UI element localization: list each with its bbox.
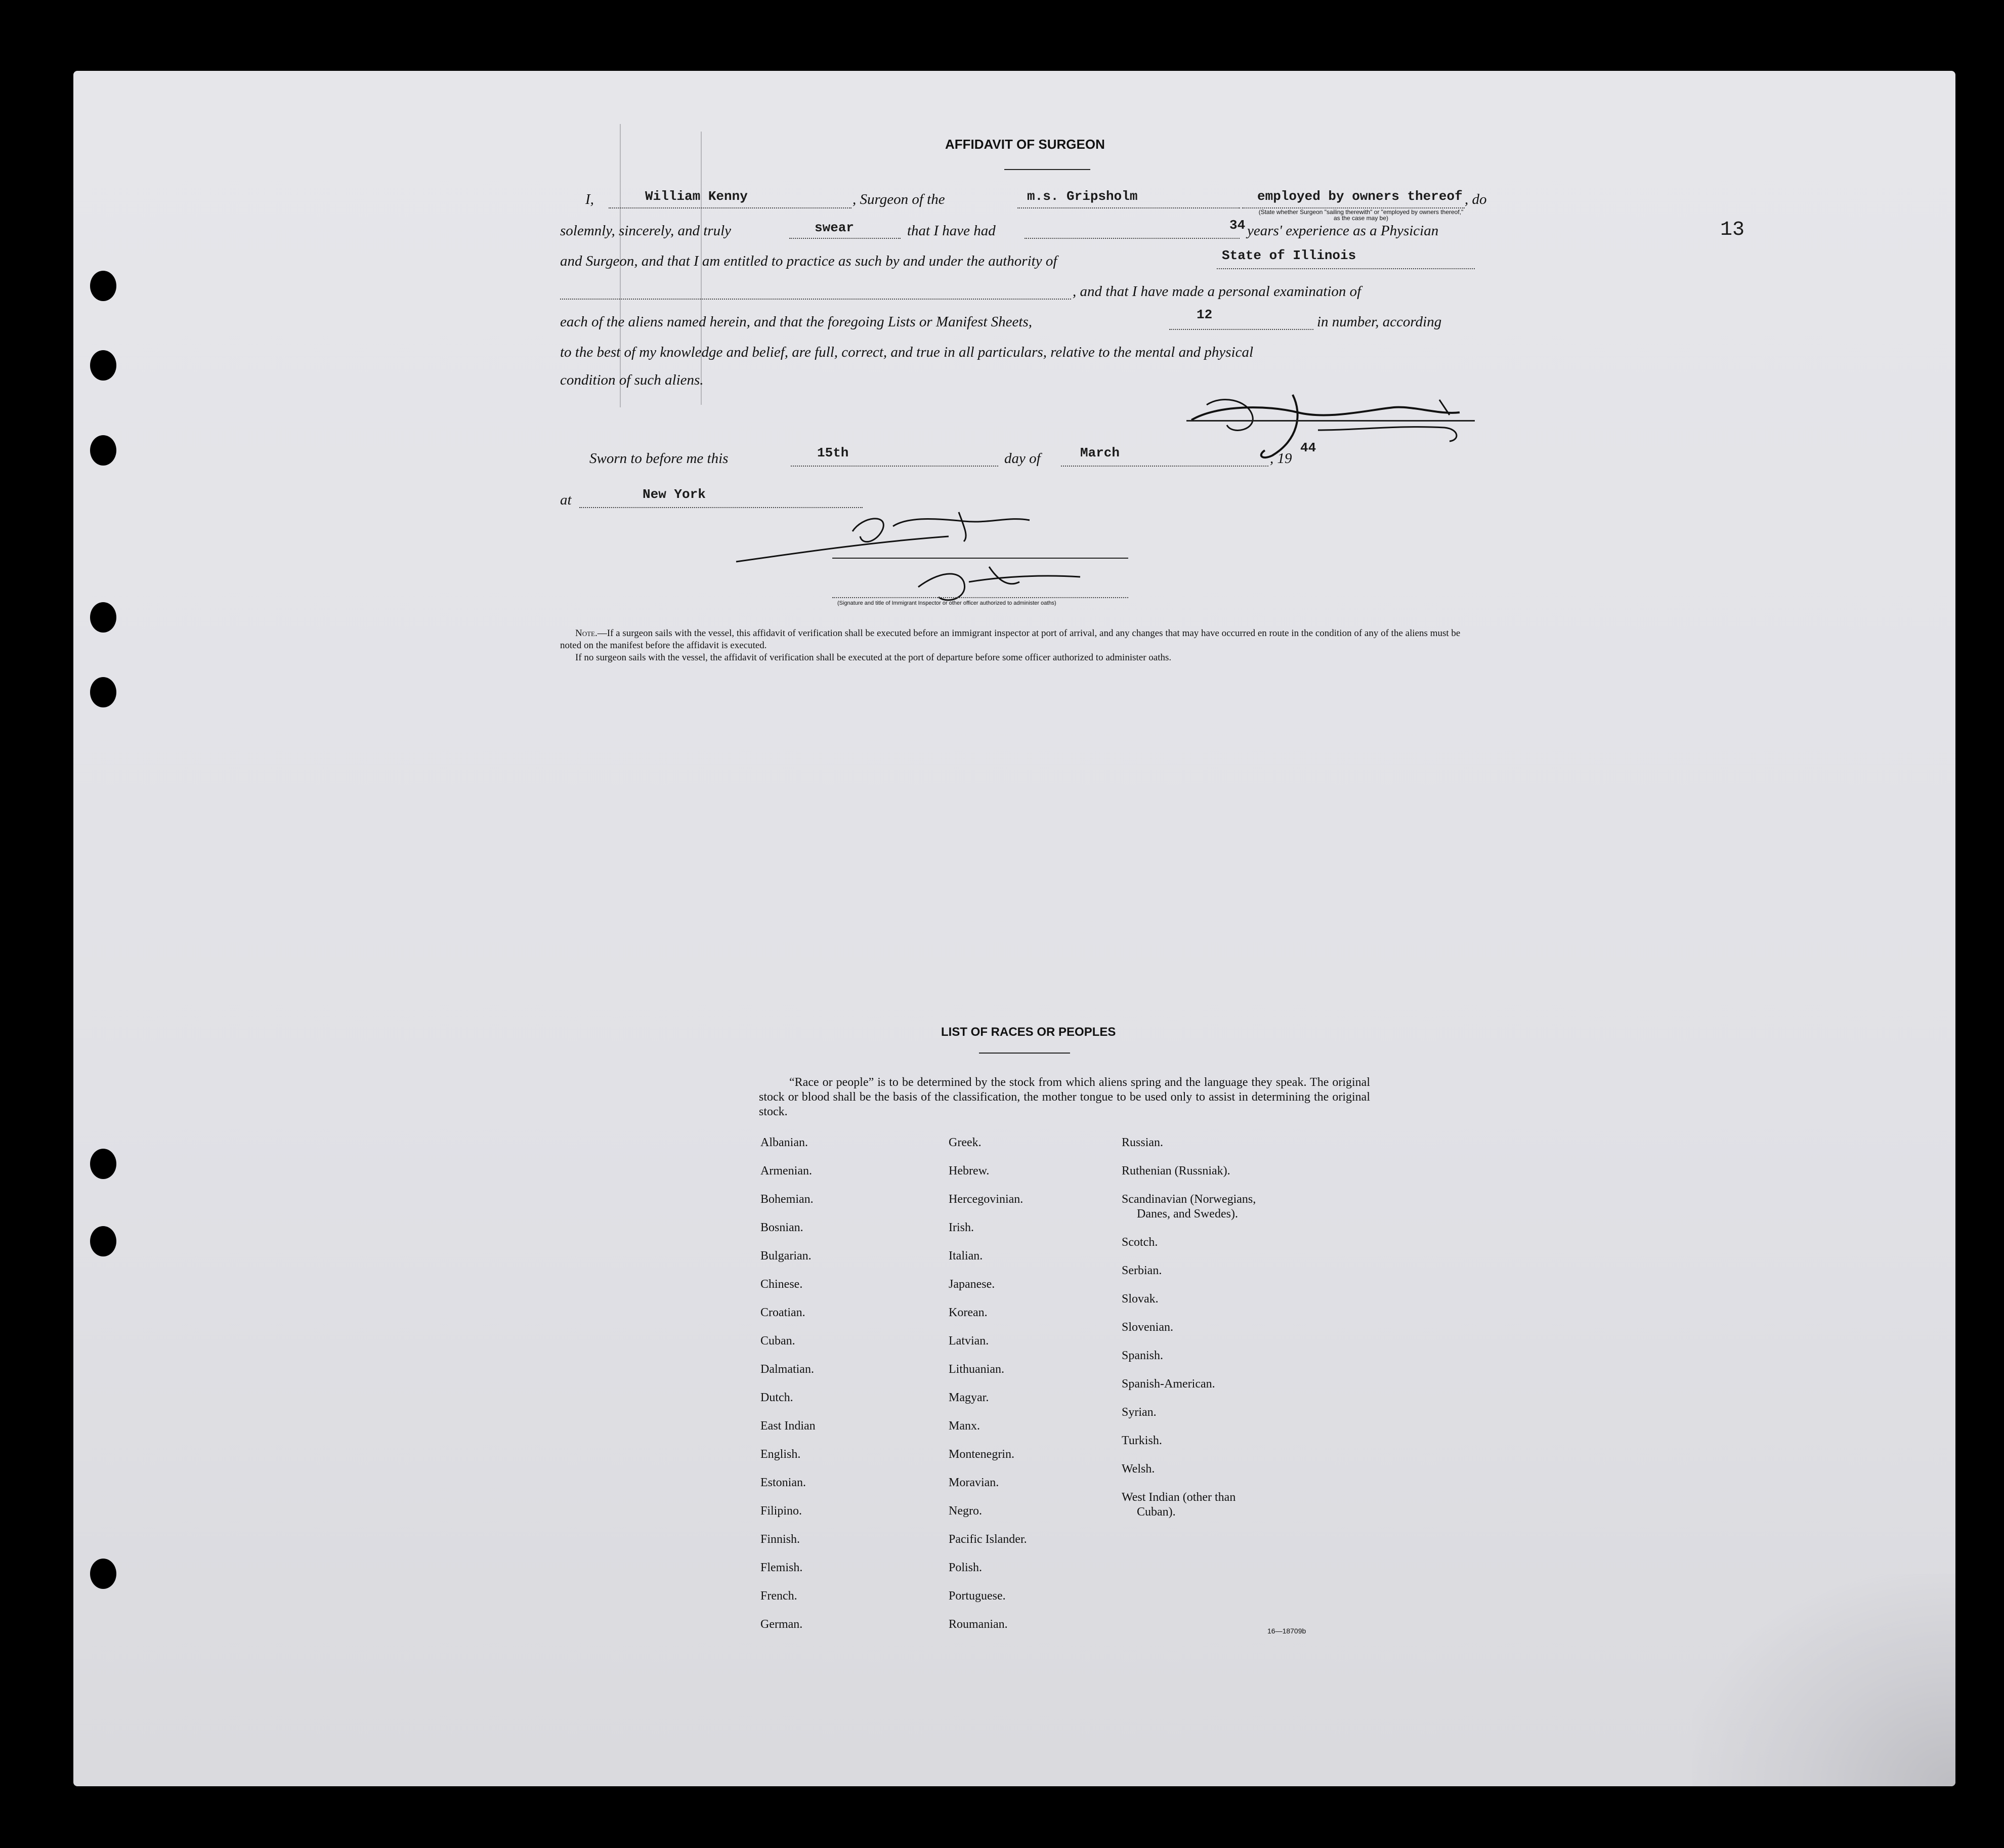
race-item: Bosnian. bbox=[760, 1221, 803, 1234]
races-title: LIST OF RACES OR PEOPLES bbox=[941, 1025, 1116, 1039]
form-number: 16—18709b bbox=[1267, 1627, 1306, 1635]
text-personal-exam: , and that I have made a personal examination of bbox=[1073, 283, 1361, 300]
punch-hole bbox=[90, 1226, 116, 1256]
race-item: Bohemian. bbox=[760, 1193, 814, 1206]
race-item: Hebrew. bbox=[949, 1164, 990, 1178]
text-at: at bbox=[560, 492, 572, 508]
race-item: Chinese. bbox=[760, 1278, 803, 1291]
race-item: Irish. bbox=[949, 1221, 974, 1234]
race-item: Japanese. bbox=[949, 1278, 995, 1291]
sheets-line bbox=[1169, 329, 1313, 330]
race-item: Serbian. bbox=[1122, 1264, 1162, 1277]
race-item: Slovak. bbox=[1122, 1292, 1159, 1306]
race-item: Syrian. bbox=[1122, 1406, 1157, 1419]
race-item: Bulgarian. bbox=[760, 1249, 812, 1263]
race-item: Spanish. bbox=[1122, 1349, 1164, 1362]
race-item: Finnish. bbox=[760, 1533, 800, 1546]
punch-hole bbox=[90, 271, 116, 301]
race-item: Russian. bbox=[1122, 1136, 1164, 1149]
race-item: Hercegovinian. bbox=[949, 1193, 1024, 1206]
race-item: Scotch. bbox=[1122, 1236, 1158, 1249]
text-nineteen: , 19 bbox=[1270, 450, 1292, 467]
employment-status: employed by owners thereof bbox=[1257, 189, 1463, 204]
race-item: Filipino. bbox=[760, 1504, 802, 1518]
race-item: Dalmatian. bbox=[760, 1363, 814, 1376]
race-item: Cuban). bbox=[1137, 1505, 1176, 1519]
punch-hole bbox=[90, 1149, 116, 1179]
text-condition: condition of such aliens. bbox=[560, 372, 704, 388]
race-item: Greek. bbox=[949, 1136, 982, 1149]
race-item: Flemish. bbox=[760, 1561, 803, 1574]
text-in-number: in number, according bbox=[1317, 314, 1442, 330]
race-item: Magyar. bbox=[949, 1391, 989, 1404]
text-sworn: Sworn to before me this bbox=[589, 450, 729, 467]
text-that-had: that I have had bbox=[907, 223, 996, 239]
race-item: Albanian. bbox=[760, 1136, 808, 1149]
text-best-knowledge: to the best of my knowledge and belief, are full, correct, and true in all particulars, relative to the mental and physical bbox=[560, 344, 1254, 360]
authority-value: State of Illinois bbox=[1222, 248, 1356, 263]
race-item: Turkish. bbox=[1122, 1434, 1162, 1447]
race-item: Italian. bbox=[949, 1249, 983, 1263]
inspector-signature-line-2 bbox=[832, 597, 1128, 598]
races-intro: “Race or people” is to be determined by the stock from which aliens spring and the language they speak. The original stock or blood shall be the basis of the classification, the mother tongue to be used only to assist in determining the original stock. bbox=[759, 1076, 1370, 1118]
title-underline bbox=[1004, 169, 1090, 170]
text-solemnly: solemnly, sincerely, and truly bbox=[560, 223, 732, 239]
sworn-month: March bbox=[1080, 445, 1120, 460]
race-item: Roumanian. bbox=[949, 1618, 1008, 1631]
sworn-year: 44 bbox=[1300, 440, 1316, 455]
employment-hint: (State whether Surgeon "sailing therewith" or "employed by owners thereof," as the case may be) bbox=[1258, 208, 1464, 222]
race-item: Dutch. bbox=[760, 1391, 793, 1404]
punch-hole bbox=[90, 350, 116, 381]
race-item: Portuguese. bbox=[949, 1589, 1006, 1603]
race-item: Cuban. bbox=[760, 1334, 795, 1348]
punch-hole bbox=[90, 602, 116, 633]
race-item: Spanish-American. bbox=[1122, 1377, 1215, 1391]
ship-name: m.s. Gripsholm bbox=[1027, 189, 1138, 204]
affidavit-title: AFFIDAVIT OF SURGEON bbox=[945, 137, 1105, 152]
race-item: Ruthenian (Russniak). bbox=[1122, 1164, 1230, 1178]
surgeon-signature bbox=[1176, 385, 1480, 476]
inspector-signature bbox=[726, 506, 1111, 612]
text-day-of: day of bbox=[1004, 450, 1041, 467]
years-value: 34 bbox=[1229, 218, 1246, 233]
race-item: Slovenian. bbox=[1122, 1321, 1173, 1334]
punch-hole bbox=[90, 677, 116, 707]
text-each-alien: each of the aliens named herein, and that the foregoing Lists or Manifest Sheets, bbox=[560, 314, 1032, 330]
race-item: Croatian. bbox=[760, 1306, 805, 1319]
races-title-underline bbox=[979, 1053, 1070, 1054]
affidavit-note-2: If no surgeon sails with the vessel, the affidavit of verification shall be executed at the port of departure before some officer authorized to administer oaths. bbox=[575, 652, 1172, 663]
sworn-month-line bbox=[1061, 466, 1268, 467]
sworn-place: New York bbox=[643, 487, 706, 502]
race-item: English. bbox=[760, 1448, 801, 1461]
page-corner-wear bbox=[1692, 1574, 1955, 1786]
race-item: Lithuanian. bbox=[949, 1363, 1004, 1376]
note-text-1: —If a surgeon sails with the vessel, this affidavit of verification shall be executed before an immigrant inspector at port of arrival, and any changes that may have occurred en route in the condition of any of the aliens must be noted on the manifest before the affidavit is executed. bbox=[560, 628, 1461, 651]
race-item: Armenian. bbox=[760, 1164, 812, 1178]
sworn-day: 15th bbox=[817, 445, 849, 460]
race-item: Latvian. bbox=[949, 1334, 989, 1348]
race-item: Montenegrin. bbox=[949, 1448, 1014, 1461]
years-line bbox=[1025, 238, 1240, 239]
race-item: Negro. bbox=[949, 1504, 982, 1518]
authority-line bbox=[1217, 268, 1475, 269]
page-number: 13 bbox=[1720, 219, 1745, 241]
surgeon-name: William Kenny bbox=[645, 189, 748, 204]
note-label: Note. bbox=[575, 628, 598, 639]
sheets-count: 12 bbox=[1197, 307, 1213, 322]
race-item: Pacific Islander. bbox=[949, 1533, 1027, 1546]
text-do: , do bbox=[1465, 191, 1487, 207]
text-i: I, bbox=[585, 191, 594, 207]
text-surgeon-of: , Surgeon of the bbox=[852, 191, 945, 207]
race-item: East Indian bbox=[760, 1419, 816, 1433]
race-item: West Indian (other than bbox=[1122, 1491, 1236, 1504]
sworn-day-line bbox=[791, 466, 998, 467]
race-item: French. bbox=[760, 1589, 797, 1603]
race-item: Manx. bbox=[949, 1419, 980, 1433]
oath-line bbox=[789, 238, 901, 239]
race-item: Korean. bbox=[949, 1306, 988, 1319]
race-item: Scandinavian (Norwegians, bbox=[1122, 1193, 1256, 1206]
affidavit-note bbox=[560, 627, 1475, 652]
surgeon-signature-line bbox=[1186, 420, 1475, 422]
race-item: Danes, and Swedes). bbox=[1137, 1207, 1238, 1221]
punch-hole bbox=[90, 435, 116, 466]
race-item: Moravian. bbox=[949, 1476, 999, 1489]
punch-hole bbox=[90, 1559, 116, 1589]
text-and-surgeon: and Surgeon, and that I am entitled to practice as such by and under the authority of bbox=[560, 253, 1057, 269]
authority-continuation-line bbox=[560, 299, 1071, 300]
ship-line bbox=[1017, 207, 1240, 208]
inspector-signature-line-1 bbox=[832, 558, 1128, 559]
surgeon-name-line bbox=[609, 207, 851, 208]
race-item: Welsh. bbox=[1122, 1462, 1155, 1476]
manifest-page bbox=[73, 71, 1955, 1786]
inspector-signature-caption: (Signature and title of Immigrant Inspector or other officer authorized to administer oaths) bbox=[837, 600, 1056, 606]
oath-word: swear bbox=[815, 220, 855, 235]
race-item: German. bbox=[760, 1618, 803, 1631]
text-years-experience: years' experience as a Physician bbox=[1247, 223, 1439, 239]
race-item: Polish. bbox=[949, 1561, 983, 1574]
race-item: Estonian. bbox=[760, 1476, 806, 1489]
